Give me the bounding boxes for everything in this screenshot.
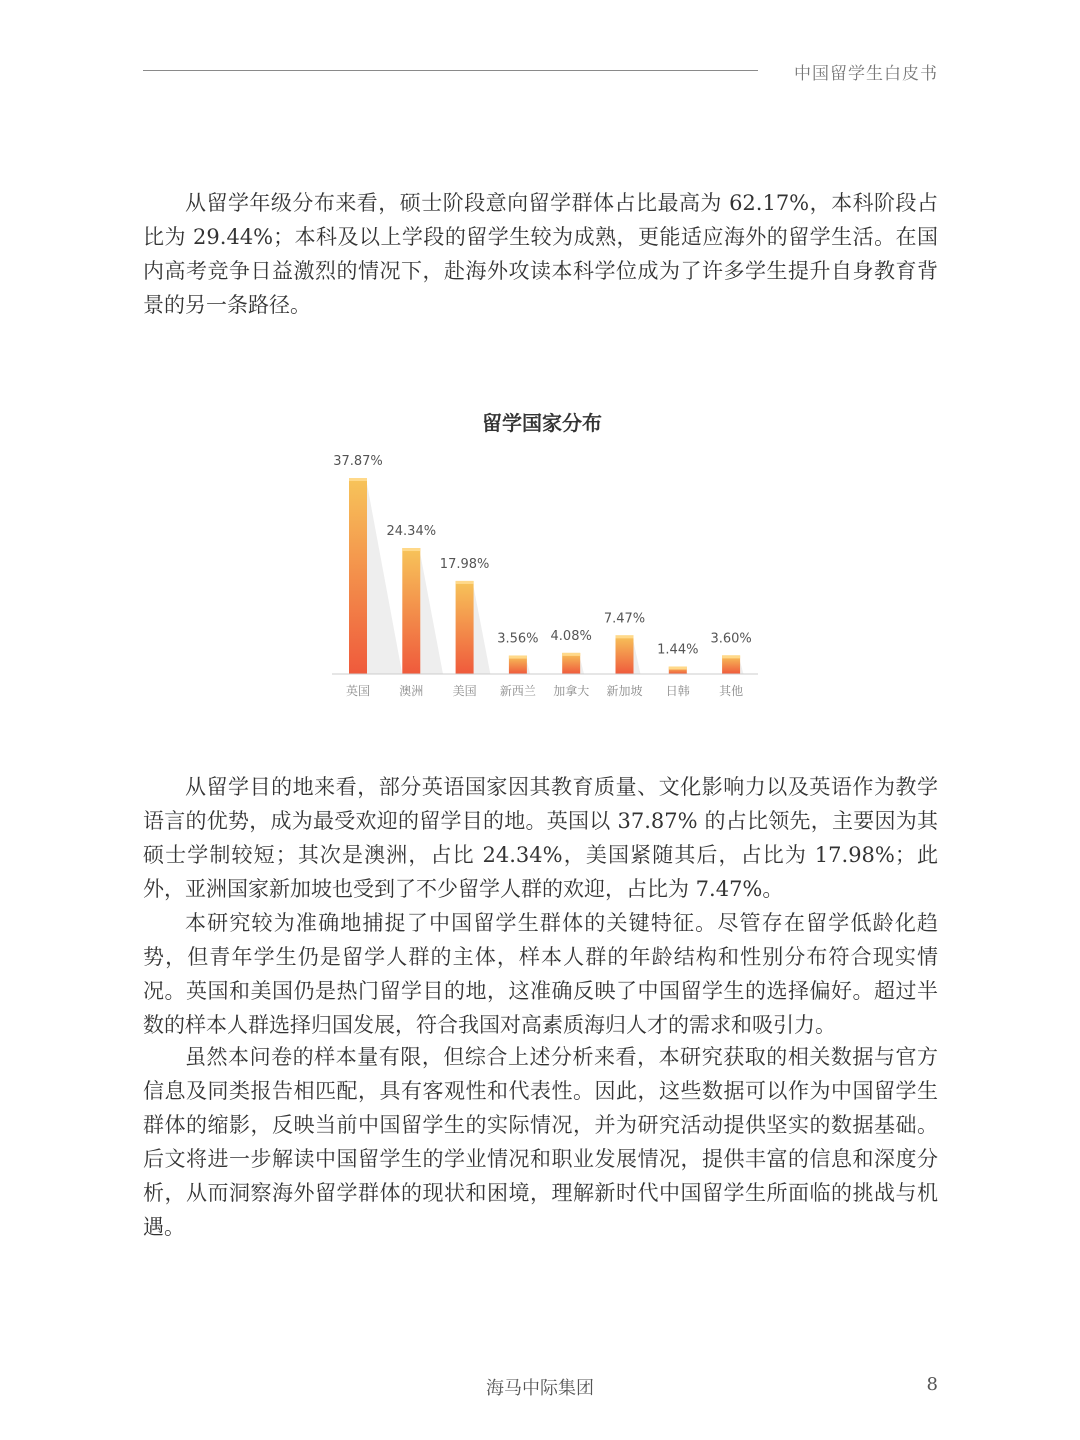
paragraph-grade-distribution: 从留学年级分布来看，硕士阶段意向留学群体占比最高为 62.17%，本科阶段占比为 29.44%；本科及以上学段的留学生较为成熟，更能适应海外的留学生活。在国内高考竞争日益激烈的情况下，赴海外攻读本科学位成为了许多学生提升自身教育背景的另一条路径。 <box>143 191 938 317</box>
bar-加拿大 <box>562 653 580 674</box>
category-label: 加拿大 <box>553 684 590 698</box>
bar-shadow <box>474 587 491 674</box>
value-label: 7.47% <box>603 611 646 627</box>
header-rule <box>143 70 758 71</box>
bar-shadow <box>420 554 443 674</box>
bar-top-highlight <box>456 581 474 584</box>
bar-澳洲 <box>402 548 420 674</box>
footer-company: 海马中际集团 <box>486 1378 594 1399</box>
bar-shadow <box>740 661 743 674</box>
bar-top-highlight <box>509 656 527 659</box>
bar-top-highlight <box>669 667 687 670</box>
paragraph-destinations: 从留学目的地来看，部分英语国家因其教育质量、文化影响力以及英语作为教学语言的优势，成为最受欢迎的留学目的地。英国以 37.87% 的占比领先，主要因为其硕士学制较短；其次是澳洲，占比 24.34%，美国紧随其后，占比为 17.98%；此外，亚洲国家新加坡也受到了不少留学人群的欢迎，占比为 7.47%。 <box>143 775 938 901</box>
value-label: 3.60% <box>710 631 752 647</box>
value-label: 24.34% <box>386 524 437 540</box>
bar-top-highlight <box>562 653 580 656</box>
bar-美国 <box>456 581 474 674</box>
header-title: 中国留学生白皮书 <box>794 64 938 84</box>
bar-新加坡 <box>616 635 634 674</box>
category-label: 英国 <box>345 684 371 698</box>
bar-shadow <box>580 659 584 674</box>
bar-top-highlight <box>402 548 420 551</box>
value-label: 37.87% <box>333 454 383 469</box>
bar-top-highlight <box>349 478 367 481</box>
category-label: 其他 <box>719 684 744 698</box>
bar-shadow <box>634 641 641 674</box>
bar-shadow <box>367 484 402 674</box>
chart-title: 留学国家分布 <box>482 411 602 435</box>
category-label: 澳洲 <box>399 684 424 698</box>
value-label: 4.08% <box>550 628 592 644</box>
bar-英国 <box>349 478 367 674</box>
bar-shadow <box>527 662 530 674</box>
category-label: 美国 <box>452 684 477 698</box>
paragraph-conclusion: 虽然本问卷的样本量有限，但综合上述分析来看，本研究获取的相关数据与官方信息及同类报告相匹配，具有客观性和代表性。因此，这些数据可以作为中国留学生群体的缩影，反映当前中国留学生的实际情况，并为研究活动提供坚实的数据基础。后文将进一步解读中国留学生的学业情况和职业发展情况，提供丰富的信息和深度分析，从而洞察海外留学群体的现状和困境，理解新时代中国留学生所面临的挑战与机遇。 <box>143 1045 938 1239</box>
bar-top-highlight <box>616 635 634 638</box>
category-label: 日韩 <box>665 684 690 698</box>
value-label: 17.98% <box>439 556 490 572</box>
page-number: 8 <box>926 1374 938 1395</box>
bar-top-highlight <box>722 655 740 658</box>
category-label: 新加坡 <box>606 684 643 698</box>
value-label: 1.44% <box>657 642 699 658</box>
value-label: 3.56% <box>497 631 539 647</box>
category-label: 新西兰 <box>499 684 536 698</box>
paragraph-key-features: 本研究较为准确地捕捉了中国留学生群体的关键特征。尽管存在留学低龄化趋势，但青年学生仍是留学人群的主体，样本人群的年龄结构和性别分布符合现实情况。英国和美国仍是热门留学目的地，这准确反映了中国留学生的选择偏好。超过半数的样本人群选择归国发展，符合我国对高素质海归人才的需求和吸引力。 <box>143 911 938 1037</box>
country-distribution-chart <box>320 400 770 710</box>
